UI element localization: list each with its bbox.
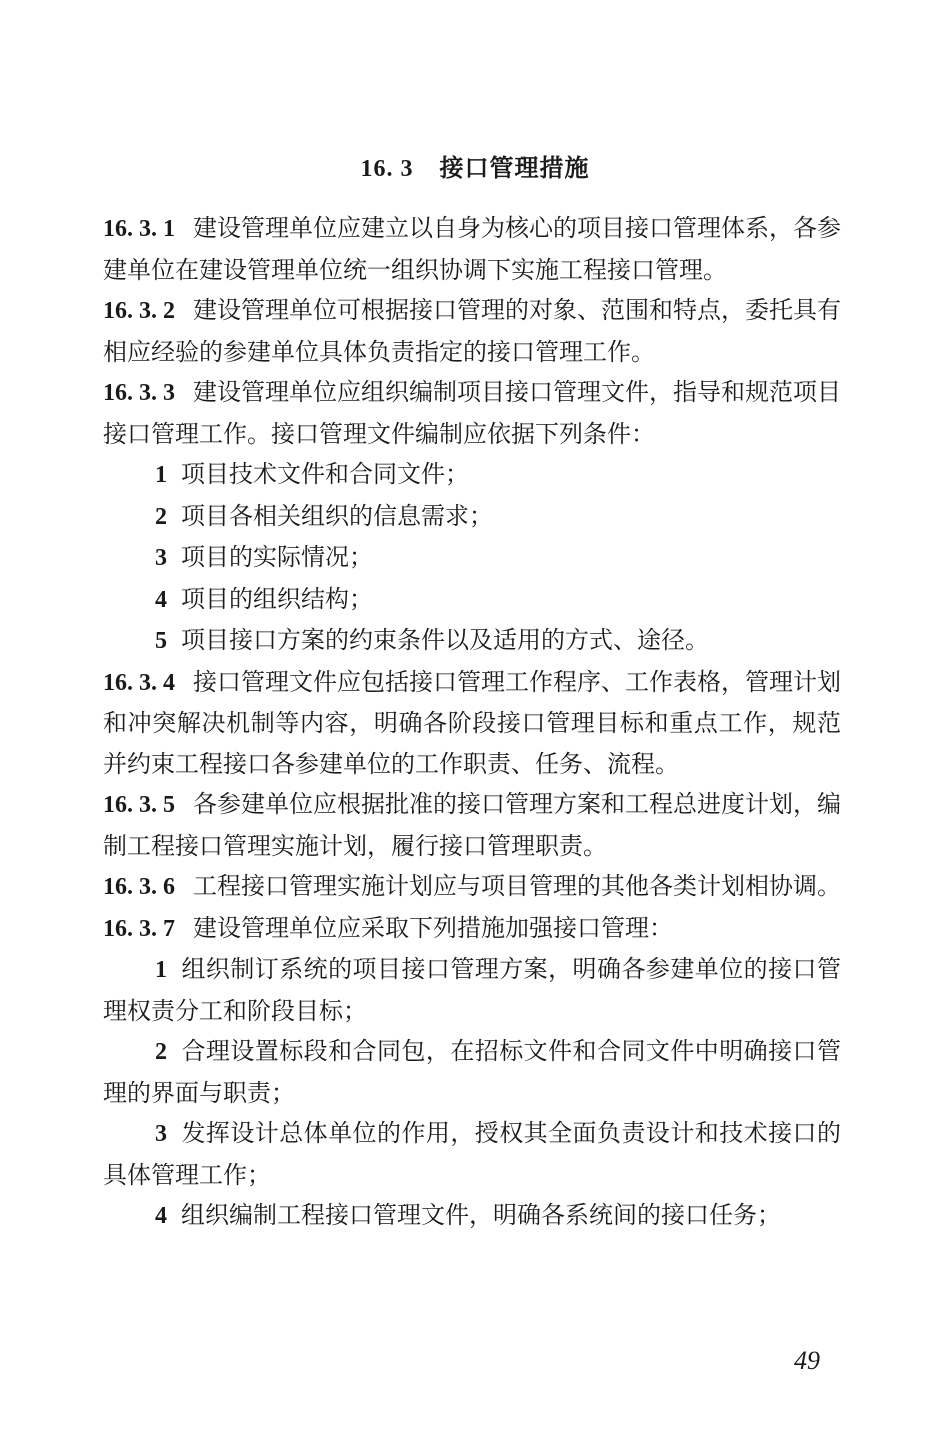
list-item	[103, 949, 841, 1031]
list-item	[103, 620, 841, 662]
item-text: 组织制订系统的项目接口管理方案，明确各参建单位的接口管理权责分工和阶段目标；	[103, 955, 841, 1025]
clause-text: 工程接口管理实施计划应与项目管理的其他各类计划相协调。	[193, 872, 841, 900]
clause-number: 16. 3. 5	[103, 792, 175, 818]
clause-text: 建设管理单位应采取下列措施加强接口管理：	[193, 913, 673, 942]
item-text: 项目技术文件和合同文件；	[181, 460, 469, 488]
list-item	[103, 454, 841, 496]
clause-text: 各参建单位应根据批准的接口管理方案和工程总进度计划，编制工程接口管理实施计划，履行接口管理职责。	[103, 790, 841, 860]
list-item	[103, 537, 841, 579]
clause-number: 16. 3. 7	[103, 915, 175, 942]
clause-number: 16. 3. 3	[103, 380, 175, 406]
section-heading	[0, 148, 950, 183]
item-text: 项目的实际情况；	[181, 543, 373, 571]
list-item	[103, 579, 841, 621]
item-number: 1	[155, 957, 167, 983]
clause-number: 16. 3. 1	[103, 216, 175, 242]
clause-number: 16. 3. 4	[103, 669, 175, 696]
item-number: 2	[155, 1039, 167, 1065]
item-number: 4	[155, 1203, 167, 1229]
section-number: 16. 3	[360, 156, 414, 182]
clause-text: 建设管理单位应组织编制项目接口管理文件，指导和规范项目接口管理工作。接口管理文件编制应依据下列条件：	[103, 378, 841, 448]
clause-number: 16. 3. 6	[103, 874, 175, 900]
item-text: 发挥设计总体单位的作用，授权其全面负责设计和技术接口的具体管理工作；	[103, 1119, 841, 1189]
list-item	[103, 1031, 841, 1113]
item-number: 2	[155, 503, 167, 530]
clause	[103, 908, 841, 950]
clause-text: 建设管理单位可根据接口管理的对象、范围和特点，委托具有相应经验的参建单位具体负责指定的接口管理工作。	[103, 296, 841, 366]
section-title: 接口管理措施	[439, 154, 590, 182]
clause	[103, 372, 841, 454]
item-number: 1	[155, 462, 167, 488]
list-item	[103, 1195, 841, 1237]
item-text: 项目的组织结构；	[181, 584, 373, 613]
clause	[103, 662, 841, 785]
clause-text: 建设管理单位应建立以自身为核心的项目接口管理体系，各参建单位在建设管理单位统一组织协调下实施工程接口管理。	[103, 214, 841, 284]
item-number: 3	[155, 1121, 167, 1147]
item-text: 组织编制工程接口管理文件，明确各系统间的接口任务；	[181, 1201, 781, 1229]
list-item	[103, 1113, 841, 1195]
clause	[103, 866, 841, 908]
document-body	[103, 208, 841, 1237]
item-text: 项目接口方案的约束条件以及适用的方式、途径。	[181, 626, 709, 654]
item-text: 合理设置标段和合同包，在招标文件和合同文件中明确接口管理的界面与职责；	[103, 1037, 841, 1107]
item-number: 4	[155, 586, 167, 613]
clause-text: 接口管理文件应包括接口管理工作程序、工作表格，管理计划和冲突解决机制等内容，明确各阶段接口管理目标和重点工作，规范并约束工程接口各参建单位的工作职责、任务、流程。	[103, 667, 841, 778]
clause	[103, 290, 841, 372]
page-number: 49	[794, 1346, 820, 1375]
clause	[103, 208, 841, 290]
item-number: 3	[155, 545, 167, 571]
list-item	[103, 496, 841, 538]
item-text: 项目各相关组织的信息需求；	[181, 501, 493, 530]
item-number: 5	[155, 628, 167, 654]
clause-number: 16. 3. 2	[103, 298, 175, 324]
clause	[103, 784, 841, 866]
